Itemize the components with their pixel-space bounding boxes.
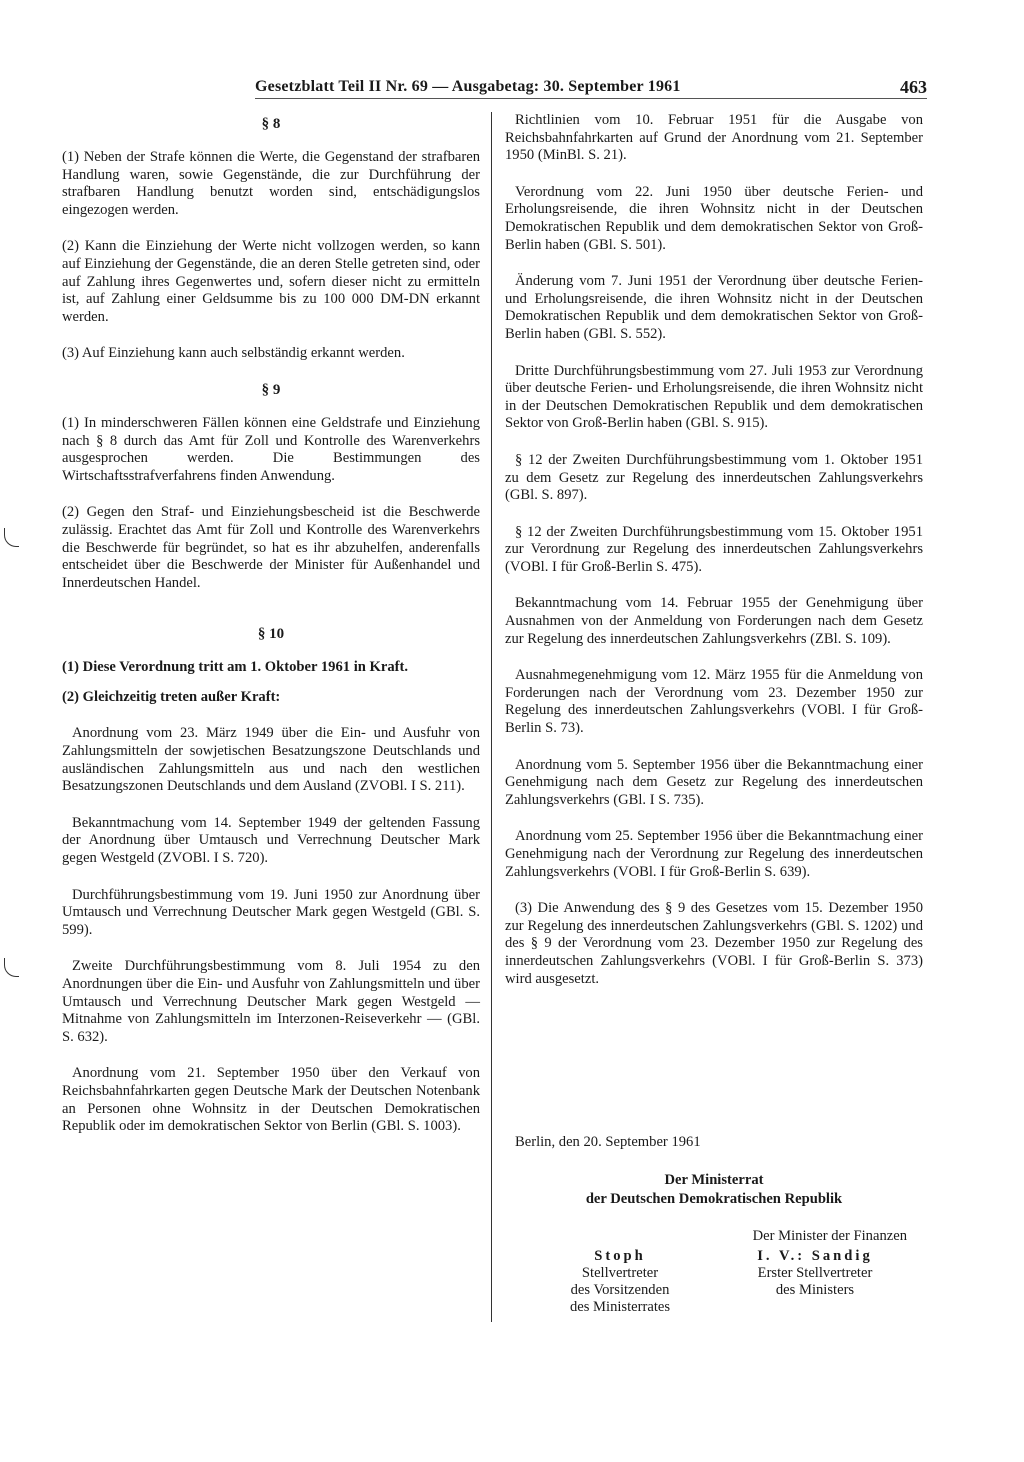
signatory-title: des Ministers xyxy=(775,1282,855,1298)
repealed-item: Anordnung vom 21. September 1950 über den Verkauf von Reichsbahnfahrkarten gegen Deutsche Mark der Deutschen Notenbank an Personen ohne Wohnsitz in der Deutschen Demokratischen Republik oder im demokratischen Sektor von Berlin (GBl. S. 1003). xyxy=(62,1065,480,1135)
repealed-item: Bekanntmachung vom 14. September 1949 der geltenden Fassung der Anordnung über Umtausch und Verrechnung Deutscher Mark gegen Westgeld (ZVOBl. I S. 720). xyxy=(62,814,480,867)
minister-of-finance: Der Minister der Finanzen xyxy=(752,1228,907,1244)
repealed-item: Zweite Durchführungsbestimmung vom 8. Juli 1954 zu den Anordnungen über die Ein- und Ausfuhr von Zahlungsmitteln und über Umtausch und Verrechnung Deutscher Mark gegen Westgeld — Mitnahme von Zahlungsmitteln im Interzonen-Reiseverkehr — (GBl. S. 632). xyxy=(62,958,480,1045)
section-10-paragraph-1: (1) Diese Verordnung tritt am 1. Oktober 1961 in Kraft. xyxy=(62,659,409,676)
page-number: 463 xyxy=(900,77,927,97)
section-10-paragraph-2: (2) Gleichzeitig treten außer Kraft: xyxy=(62,688,281,705)
signatory-title: des Ministerrates xyxy=(569,1299,671,1315)
signatory-name: I. V.: Sandig xyxy=(757,1248,873,1264)
signatory-title: des Vorsitzenden xyxy=(570,1282,670,1298)
section-10-heading: § 10 xyxy=(257,626,285,643)
repealed-item: Anordnung vom 5. September 1956 über die Bekanntmachung einer Genehmigung nach dem Gesetz zur Regelung des innerdeutschen Zahlungsverkehrs (GBl. I S. 735). xyxy=(505,756,923,808)
repealed-item: Änderung vom 7. Juni 1951 der Verordnung über deutsche Ferien- und Erholungsreisende, die ihren Wohnsitz nicht in der Deutschen Demokratischen Republik und dem demokratischen Sektor von Groß-Berlin haben (GBl. S. 552). xyxy=(505,273,923,342)
repealed-item: Ausnahmegenehmigung vom 12. März 1955 für die Anmeldung von Forderungen nach der Verordnung vom 23. Dezember 1950 zur Regelung des innerdeutschen Zahlungsverkehrs (VOBl. I für Groß-Berlin S. 73). xyxy=(505,667,923,737)
section-8-paragraph-3: (3) Auf Einziehung kann auch selbständig erkannt werden. xyxy=(62,345,405,362)
repealed-item: Bekanntmachung vom 14. Februar 1955 der Genehmigung über Ausnahmen von der Anmeldung von Forderungen nach dem Gesetz zur Regelung des innerdeutschen Zahlungsverkehrs (ZBl. S. 109). xyxy=(505,595,923,647)
signatory-title: Stellvertreter xyxy=(581,1265,659,1281)
repealed-item: Richtlinien vom 10. Februar 1951 für die Ausgabe von Reichsbahnfahrkarten auf Grund der Anordnung vom 21. September 1950 (MinBl. S. 21). xyxy=(505,112,923,164)
section-9-paragraph-2: (2) Gegen den Straf- und Einziehungsbescheid ist die Beschwerde zulässig. Erachtet das Amt für Zoll und Kontrolle des Warenverkehrs die Beschwerde für begründet, so hat es ihr abzuhelfen, anderenfalls entscheidet über die Beschwerde der Minister für Außenhandel und Innerdeutschen Handel. xyxy=(62,504,480,591)
binding-hole-mark xyxy=(4,528,19,547)
column-divider xyxy=(491,112,492,1322)
signatory-name: Stoph xyxy=(594,1248,646,1264)
left-column xyxy=(62,112,480,1155)
header-title: Gesetzblatt Teil II Nr. 69 — Ausgabetag: 30. September 1961 xyxy=(255,78,681,95)
signatory-right xyxy=(720,1248,910,1299)
repealed-item: Verordnung vom 22. Juni 1950 über deutsche Ferien- und Erholungsreisende, die ihren Wohnsitz nicht in der Deutschen Demokratischen Republik und dem demokratischen Sektor von Groß-Berlin haben (GBl. S. 501). xyxy=(505,183,923,253)
repealed-item: Anordnung vom 25. September 1956 über die Bekanntmachung einer Genehmigung nach der Verordnung zur Regelung des innerdeutschen Zahlungsverkehrs (VOBl. I für Groß-Berlin S. 639). xyxy=(505,828,923,880)
place-date: Berlin, den 20. September 1961 xyxy=(515,1134,701,1150)
section-8-paragraph-2: (2) Kann die Einziehung der Werte nicht vollzogen werden, so kann auf Einziehung der Gegenstände, die an deren Stelle getreten sind, oder auf Zahlung ihres Gegenwertes und, sofern dieser nicht zu ermitteln ist, auf Zahlung einer Geldsumme bis zu 100 000 DM-DN erkannt werden. xyxy=(62,238,480,325)
section-10-paragraph-3: (3) Die Anwendung des § 9 des Gesetzes vom 15. Dezember 1950 zur Regelung des innerdeutschen Zahlungsverkehrs (GBl. S. 1202) und des § 9 der Verordnung vom 23. Dezember 1950 zur Regelung des innerdeutschen Zahlungsverkehrs (VOBl. I für Groß-Berlin S. 373) wird ausgesetzt. xyxy=(505,900,923,987)
signatory-left xyxy=(535,1248,705,1316)
section-8-heading: § 8 xyxy=(261,116,281,132)
council-line-1: Der Ministerrat xyxy=(664,1172,764,1188)
repealed-item: § 12 der Zweiten Durchführungsbestimmung vom 15. Oktober 1951 zur Verordnung zur Regelung des innerdeutschen Zahlungsverkehrs (VOBl. I für Groß-Berlin S. 475). xyxy=(505,523,923,575)
signatory-title: Erster Stellvertreter xyxy=(757,1265,873,1281)
header-rule xyxy=(255,98,927,99)
section-8-paragraph-1: (1) Neben der Strafe können die Werte, die Gegenstand der strafbaren Handlung waren, sowie Gegenstände, die zur Durchführung der strafbaren Handlung benutzt worden sind, entschädigungslos eingezogen werden. xyxy=(62,149,480,218)
binding-hole-mark xyxy=(4,958,19,977)
repealed-item: § 12 der Zweiten Durchführungsbestimmung vom 1. Oktober 1951 zu dem Gesetz zur Regelung des innerdeutschen Zahlungsverkehrs (GBl. S. 897). xyxy=(505,451,923,504)
right-column xyxy=(505,112,923,1007)
section-9-paragraph-1: (1) In minderschweren Fällen können eine Geldstrafe und Einziehung nach § 8 durch das Amt für Zoll und Kontrolle des Warenverkehrs ausgesprochen werden. Die Bestimmungen des Wirtschaftsstrafverfahrens finden Anwendung. xyxy=(62,414,480,484)
repealed-item: Durchführungsbestimmung vom 19. Juni 1950 zur Anordnung über Umtausch und Verrechnung Deutscher Mark gegen Westgeld (GBl. S. 599). xyxy=(62,886,480,938)
council-line-2: der Deutschen Demokratischen Republik xyxy=(585,1191,843,1207)
repealed-item: Dritte Durchführungsbestimmung vom 27. Juli 1953 zur Verordnung über deutsche Ferien- und Erholungsreisende, die ihren Wohnsitz nicht in der Deutschen Demokratischen Republik und dem demokratischen Sektor von Groß-Berlin haben (GBl. S. 915). xyxy=(505,362,923,432)
repealed-item: Anordnung vom 23. März 1949 über die Ein- und Ausfuhr von Zahlungsmitteln der sowjetischen Besatzungszone Deutschlands und ausländischen Zahlungsmitteln aus und nach den westlichen Besatzungszonen Deutschlands und dem Ausland (ZVOBl. I S. 211). xyxy=(62,725,480,795)
section-9-heading: § 9 xyxy=(261,381,281,398)
